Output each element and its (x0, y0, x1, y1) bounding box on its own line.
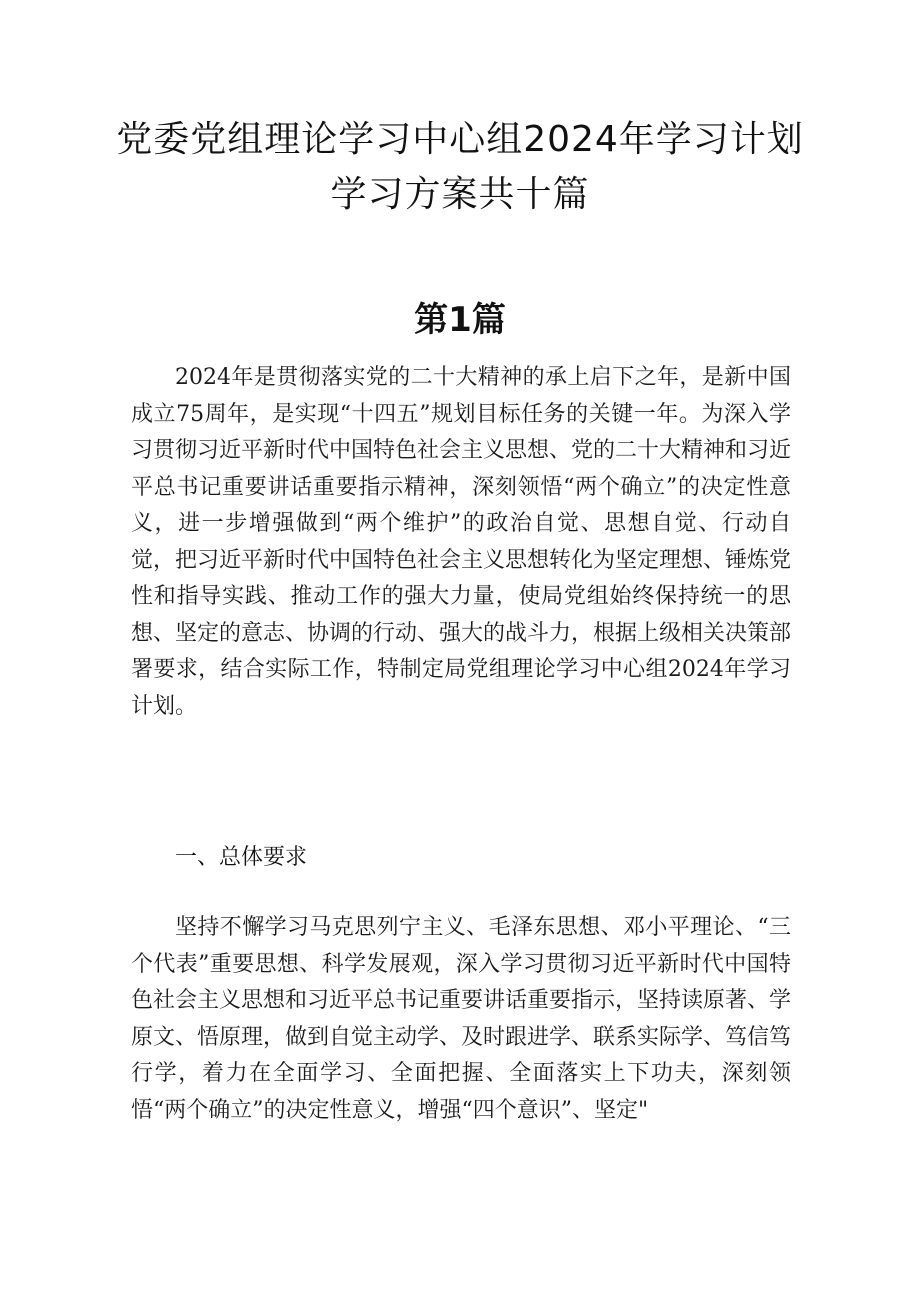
document-title-line-2: 学习方案共十篇 (330, 174, 590, 215)
requirements-paragraph: 坚持不懈学习马克思列宁主义、毛泽东思想、邓小平理论、“三个代表”重要思想、科学发展观，深入学习贯彻习近平新时代中国特色社会主义思想和习近平总书记重要讲话重要指示，坚持读原著、学原文、悟原理，做到自觉主动学、及时跟进学、联系实际学、笃信笃行学，着力在全面学习、全面把握、全面落实上下功夫，深刻领悟“两个确立”的决定性意义，增强“四个意识”、坚定" (131, 915, 792, 1123)
section-heading-general-requirements: 一、总体要求 (175, 845, 308, 870)
intro-paragraph: 2024年是贯彻落实党的二十大精神的承上启下之年，是新中国成立75周年，是实现“十四五”规划目标任务的关键一年。为深入学习贯彻习近平新时代中国特色社会主义思想、党的二十大精神和习近平总书记重要讲话重要指示精神，深刻领悟“两个确立”的决定性意义，进一步增强做到“两个维护”的政治自觉、思想自觉、行动自觉，把习近平新时代中国特色社会主义思想转化为坚定理想、锤炼党性和指导实践、推动工作的强大力量，使局党组始终保持统一的思想、坚定的意志、协调的行动、强大的战斗力，根据上级相关决策部署要求，结合实际工作，特制定局党组理论学习中心组2024年学习计划。 (131, 365, 792, 719)
document-title-line-1: 党委党组理论学习中心组2024年学习计划 (116, 119, 804, 160)
chapter-heading: 第1篇 (414, 300, 506, 340)
